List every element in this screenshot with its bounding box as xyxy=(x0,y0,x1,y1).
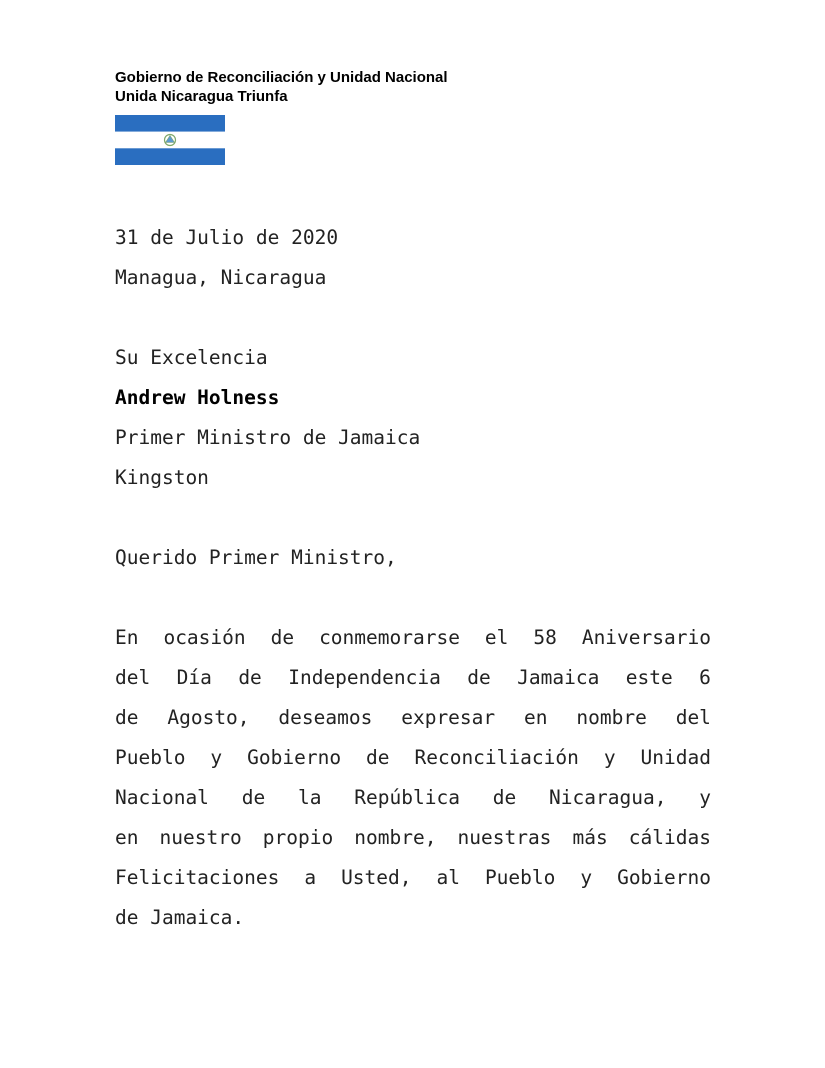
body-line: de Agosto, deseamos expresar en nombre del xyxy=(115,706,711,729)
recipient-title: Su Excelencia xyxy=(115,346,268,369)
body-line: del Día de Independencia de Jamaica este 6 xyxy=(115,666,711,689)
recipient-name: Andrew Holness xyxy=(115,386,280,409)
body-line: Pueblo y Gobierno de Reconciliación y Unidad xyxy=(115,746,711,769)
nicaragua-flag-icon xyxy=(115,115,225,165)
letter-greeting: Querido Primer Ministro, xyxy=(115,546,397,569)
body-line: Nacional de la República de Nicaragua, y xyxy=(115,786,711,809)
recipient-city: Kingston xyxy=(115,466,209,489)
letterhead-slogan: Unida Nicaragua Triunfa xyxy=(115,88,288,105)
letter-body-paragraph xyxy=(115,622,711,942)
letter-place: Managua, Nicaragua xyxy=(115,266,327,289)
letterhead xyxy=(115,68,448,106)
recipient-position: Primer Ministro de Jamaica xyxy=(115,426,421,449)
body-line: de Jamaica. xyxy=(115,906,245,929)
letterhead-government-name: Gobierno de Reconciliación y Unidad Nacional xyxy=(115,69,448,86)
letter-date: 31 de Julio de 2020 xyxy=(115,226,339,249)
body-line: Felicitaciones a Usted, al Pueblo y Gobierno xyxy=(115,866,711,889)
body-line: en nuestro propio nombre, nuestras más cálidas xyxy=(115,826,711,849)
body-line: En ocasión de conmemorarse el 58 Aniversario xyxy=(115,626,711,649)
